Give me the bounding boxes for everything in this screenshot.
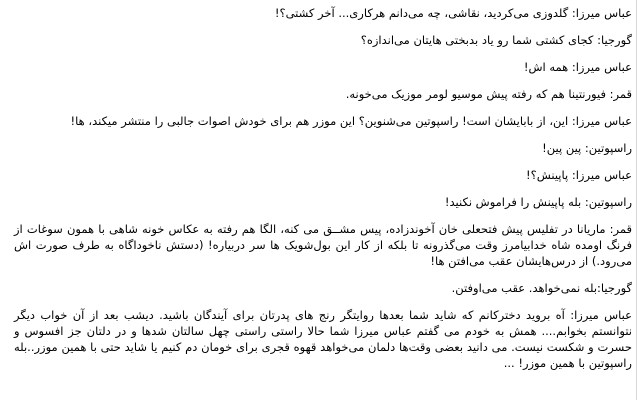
dialogue-line: قمر: فیورنتینا هم که رفته پیش موسیو لومر موزیک می‌خونه. [345, 87, 632, 101]
page-edge-divider [636, 0, 637, 400]
dialogue-line: عباس میرزا: این، از بابایشان است! راسپوتین می‌شنوین؟ این موزر هم برای خودش اصوات جالبی را منتشر میکند، ها! [70, 114, 632, 128]
dialogue-line: عباس میرزا: پاپینش؟! [525, 168, 632, 182]
dialogue-line: قمر: ماریانا در تفلیس پیش فتحعلی خان آخوندزاده، پیس مشــق می کنه، الگا هم رفته به عکاس خونه شاهی با همون سوغات از فرنگ اومده شاه خدابیامرز وقت می‌گذرونه تا بلکه از کار این بول‌شویک ها سر دربیاره! (دستش ناخوداگاه به طرف صورت اش می‌رود.) از درس‌هایشان عقب می‌افتن ها! [14, 222, 632, 268]
dialogue-line: عباس میرزا: گلدوزی می‌کردید، نقاشی، چه می‌دانم هرکاری... آخر کشتی؟! [274, 6, 632, 20]
dialogue-line: راسپوتین: پین پین! [542, 141, 632, 155]
dialogue-line: راسپوتین: بله پاپینش را فراموش نکنید! [444, 195, 632, 209]
dialogue-line: گورجیا:بله نمی‌خواهد. عقب می‌اوفتن. [451, 281, 632, 295]
dialogue-line: عباس میرزا: آه بروید دخترکانم که شاید شما بعدها روایتگر رنج های پدرتان برای آیندگان باشید. دیشب بعد از آن خواب دیگر نتوانستم بخوابم.... همش به خودم می گفتم عباس میرزا شما حالا راستی راستی چهل سالتان شدها و در دلتان جز افسوس و حسرت و شکست نیست. می دانید بعضی وقت‌ها دلمان می‌خواهد قهوه قجری برای خومان دم کنیم یا شاید حتی با همین موزر..بله راسپوتین با همین موزر! ... [14, 308, 632, 370]
document-body [14, 5, 632, 382]
dialogue-line: عباس میرزا: همه اش! [523, 60, 632, 74]
dialogue-line: گورجیا: کجای کشتی شما رو یاد بدبختی هایتان می‌اندازه؟ [360, 33, 632, 47]
